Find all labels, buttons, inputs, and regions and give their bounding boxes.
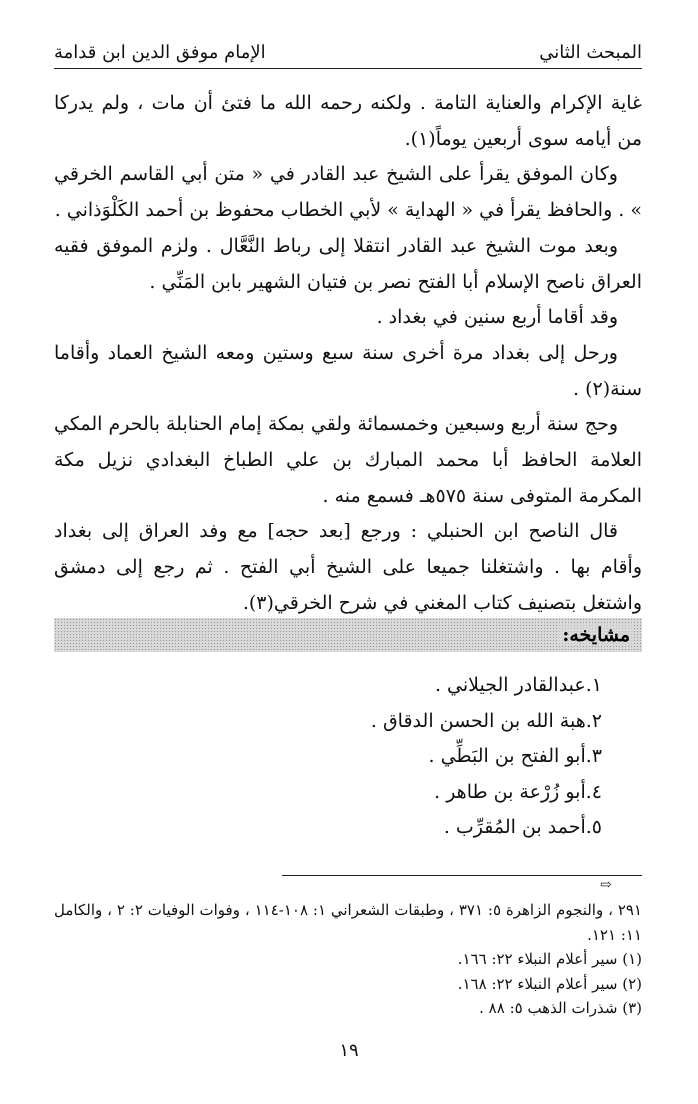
page-number: ١٩ bbox=[339, 1040, 359, 1061]
footnote: (٣) شذرات الذهب ٥: ٨٨ . bbox=[479, 999, 642, 1017]
paragraph: وكان الموفق يقرأ على الشيخ عبد القادر في « متن أبي القاسم الخرقي » . والحافظ يقرأ في « الهداية » لأبي الخطاب محفوظ بن أحمد الكَلْوَذاني . bbox=[54, 163, 642, 222]
list-item-text: .أبو زُرْعة بن طاهر . bbox=[434, 780, 592, 803]
paragraph: وقد أقاما أربع سنين في بغداد . bbox=[376, 306, 618, 329]
list-item-text: .أبو الفتح بن البَطِّي . bbox=[428, 745, 592, 767]
section-heading: مشايخه: bbox=[558, 624, 634, 646]
list-item bbox=[54, 704, 602, 740]
paragraph: ورحل إلى بغداد مرة أخرى سنة سبع وستين ومعه الشيخ العماد وأقاما سنة(٢) . bbox=[54, 341, 642, 400]
paragraph: قال الناصح ابن الحنبلي : ورجع [بعد حجه] مع وفد العراق إلى بغداد وأقام بها . واشتغلنا جميعا على الشيخ أبي الفتح . ثم رجع إلى دمشق واشتغل بتصنيف كتاب المغني في شرح الخرقي(٣). bbox=[54, 520, 642, 614]
teachers-list bbox=[54, 668, 602, 846]
paragraph: غاية الإكرام والعناية التامة . ولكنه رحمه الله ما فتئ أن مات ، ولم يدركا من أيامه سوى أربعين يوماً(١). bbox=[54, 92, 642, 150]
footnotes bbox=[54, 898, 642, 1021]
header-chapter-title: المبحث الثاني bbox=[539, 41, 642, 63]
list-item-number: ١ bbox=[591, 674, 602, 696]
list-item bbox=[54, 668, 602, 704]
list-item-text: .أحمد بن المُقرِّب . bbox=[443, 816, 592, 838]
arrow-continuation-icon: ⇨ bbox=[600, 877, 612, 893]
footnote: ٢٩١ ، والنجوم الزاهرة ٥: ٣٧١ ، وطبقات الشعراني ١: ١٠٨-١١٤ ، وفوات الوفيات ٢: ٢ ، والكامل ١١: ١٢١. bbox=[54, 901, 642, 944]
list-item-text: .هبة الله بن الحسن الدقاق . bbox=[370, 709, 592, 732]
list-item-number: ٥ bbox=[591, 816, 602, 838]
footnote: (١) سير أعلام النبلاء ٢٢: ١٦٦. bbox=[457, 950, 642, 968]
running-header bbox=[54, 36, 642, 69]
list-item-text: .عبدالقادر الجيلاني . bbox=[434, 674, 592, 696]
list-item-number: ٢ bbox=[591, 709, 602, 732]
header-book-title: الإمام موفق الدين ابن قدامة bbox=[54, 41, 266, 63]
footnote: (٢) سير أعلام النبلاء ٢٢: ١٦٨. bbox=[457, 974, 642, 993]
list-item bbox=[54, 810, 602, 846]
paragraph: وبعد موت الشيخ عبد القادر انتقلا إلى رباط النَّعَّال . ولزم الموفق فقيه العراق ناصح الإسلام أبا الفتح نصر بن فتيان الشهير بابن المَنِّي . bbox=[54, 234, 642, 293]
list-item-number: ٣ bbox=[591, 745, 602, 767]
section-heading-bar bbox=[54, 618, 642, 652]
paragraph: وحج سنة أربع وسبعين وخمسمائة ولقي بمكة إمام الحنابلة بالحرم المكي العلامة الحافظ أبا محمد المبارك بن علي الطباخ البغدادي نزيل مكة المكرمة المتوفى سنة ٥٧٥هـ فسمع منه . bbox=[54, 413, 642, 507]
list-item bbox=[54, 775, 602, 811]
list-item bbox=[54, 739, 602, 775]
footnote-separator bbox=[282, 875, 642, 876]
main-text bbox=[54, 86, 642, 622]
list-item-number: ٤ bbox=[591, 780, 602, 803]
